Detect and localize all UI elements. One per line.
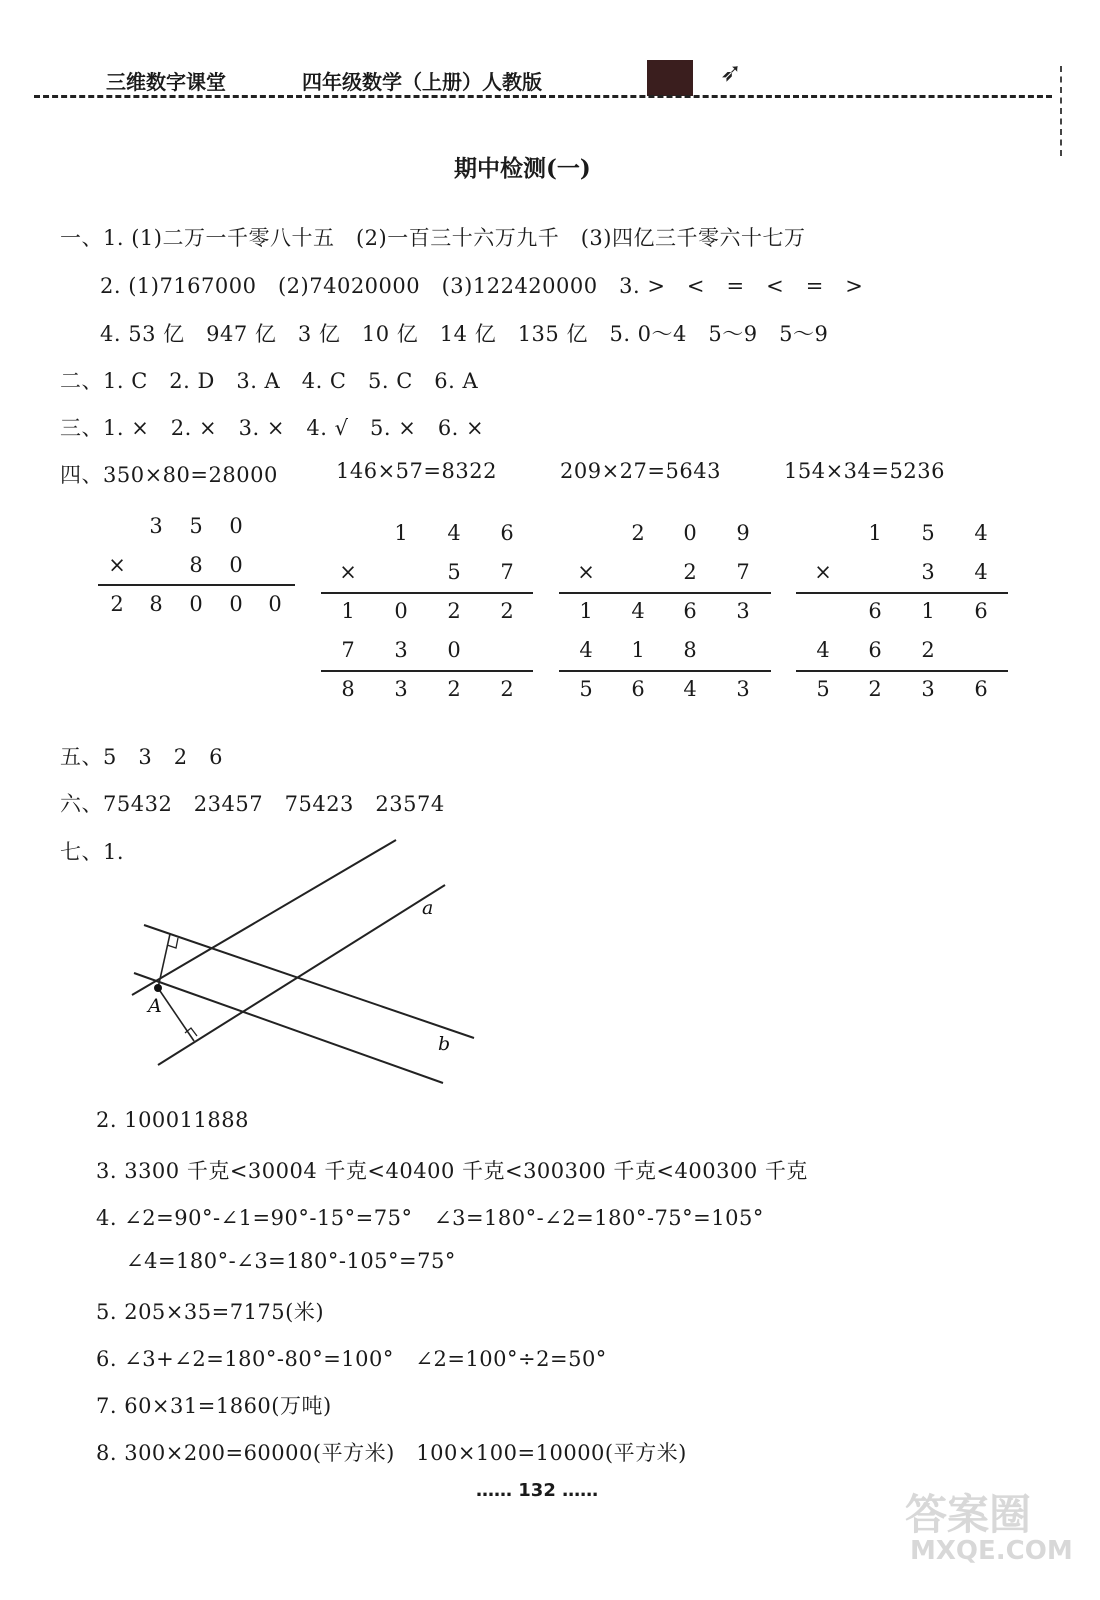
digit: 5 [921,521,935,545]
digit: 0 [447,638,461,662]
times-sign: × [814,560,832,584]
digit: 8 [189,553,203,577]
label-line-b: b [438,1033,451,1055]
parallel-lines-diagram [120,830,500,1100]
section4-eq4: 154×34=5236 [784,459,945,483]
digit: 1 [921,599,935,623]
section4-eq2: 146×57=8322 [336,459,497,483]
times-sign: × [577,560,595,584]
digit: 3 [921,560,935,584]
digit: 1 [631,638,645,662]
digit: 6 [500,521,514,545]
digit: 3 [394,677,408,701]
section5: 五、5 3 2 6 [60,745,223,769]
section7-q2: 2. 100011888 [96,1108,249,1132]
mult-rule [796,592,1008,594]
digit: 6 [868,638,882,662]
brand-logo [647,60,693,96]
perpendicular-to-a [158,988,194,1041]
digit: 5 [189,514,203,538]
label-point-a: A [148,995,162,1017]
page-number: …… 132 …… [476,1480,599,1501]
section4-eq1: 四、350×80=28000 [60,463,278,487]
digit: 5 [816,677,830,701]
digit: 6 [631,677,645,701]
section2: 二、1. C 2. D 3. A 4. C 5. C 6. A [60,369,479,393]
digit: 0 [268,592,282,616]
header-divider [34,95,1052,98]
digit: 2 [110,592,124,616]
digit: 2 [447,599,461,623]
digit: 9 [736,521,750,545]
digit: 5 [579,677,593,701]
digit: 4 [631,599,645,623]
digit: 4 [579,638,593,662]
mult-rule [559,670,771,672]
digit: 2 [500,599,514,623]
mult-rule [796,670,1008,672]
point-a [154,984,162,992]
section7-q8: 8. 300×200=60000(平方米) 100×100=10000(平方米) [96,1441,687,1465]
times-sign: × [108,553,126,577]
digit: 8 [149,592,163,616]
mult-rule [321,670,533,672]
digit: 0 [683,521,697,545]
line-through-a-parallel-to-b [134,973,443,1083]
digit: 0 [229,553,243,577]
mult-rule [559,592,771,594]
digit: 6 [683,599,697,623]
digit: 3 [394,638,408,662]
digit: 3 [736,599,750,623]
header-series: 三维数字课堂 [106,70,226,94]
section7-q3: 3. 3300 千克<30004 千克<40400 千克<300300 千克<400300 千克 [96,1159,808,1183]
section1-line2: 2. (1)7167000 (2)74020000 (3)122420000 3. > < = < = > [100,274,864,298]
section3: 三、1. × 2. × 3. × 4. √ 5. × 6. × [60,416,485,440]
page-title: 期中检测(一) [454,155,591,182]
digit: 8 [683,638,697,662]
line-a [158,885,445,1065]
rocket-icon: ➶ [720,58,742,88]
digit: 1 [394,521,408,545]
digit: 2 [631,521,645,545]
section7-label: 七、1. [60,840,125,864]
digit: 2 [683,560,697,584]
digit: 8 [341,677,355,701]
digit: 7 [736,560,750,584]
section7-q4b: ∠4=180°-∠3=180°-105°=75° [126,1249,456,1273]
digit: 6 [868,599,882,623]
section7-q6: 6. ∠3+∠2=180°-80°=100° ∠2=100°÷2=50° [96,1347,607,1371]
digit: 1 [341,599,355,623]
section4-eq3: 209×27=5643 [560,459,721,483]
digit: 0 [229,514,243,538]
digit: 3 [736,677,750,701]
section1-line3: 4. 53 亿 947 亿 3 亿 10 亿 14 亿 135 亿 5. 0～4 5～9 5～9 [100,322,829,346]
digit: 4 [974,521,988,545]
digit: 2 [921,638,935,662]
digit: 5 [447,560,461,584]
times-sign: × [339,560,357,584]
section7-q7: 7. 60×31=1860(万吨) [96,1394,332,1418]
section7-q5: 5. 205×35=7175(米) [96,1300,325,1324]
section6: 六、75432 23457 75423 23574 [60,792,445,816]
digit: 7 [341,638,355,662]
digit: 7 [500,560,514,584]
digit: 4 [447,521,461,545]
digit: 0 [189,592,203,616]
digit: 6 [974,677,988,701]
line-b [144,925,474,1038]
label-line-a: a [422,897,434,919]
page-edge-line [1060,66,1062,156]
digit: 1 [868,521,882,545]
line-through-a-parallel-to-a [132,840,396,995]
digit: 4 [816,638,830,662]
watermark-main: 答案圈 [905,1490,1032,1539]
digit: 0 [229,592,243,616]
header-book: 四年级数学（上册）人教版 [302,70,542,94]
digit: 4 [974,560,988,584]
digit: 4 [683,677,697,701]
digit: 2 [447,677,461,701]
digit: 2 [868,677,882,701]
section7-q4a: 4. ∠2=90°-∠1=90°-15°=75° ∠3=180°-∠2=180°-75°=105° [96,1206,764,1230]
mult-rule [98,584,295,586]
mult-rule [321,592,533,594]
digit: 0 [394,599,408,623]
digit: 2 [500,677,514,701]
digit: 3 [149,514,163,538]
digit: 6 [974,599,988,623]
section1-line1: 一、1. (1)二万一千零八十五 (2)一百三十六万九千 (3)四亿三千零六十七万 [60,226,806,250]
digit: 1 [579,599,593,623]
watermark-sub: MXQE.COM [910,1536,1073,1566]
digit: 3 [921,677,935,701]
perpendicular-to-b [158,934,170,988]
